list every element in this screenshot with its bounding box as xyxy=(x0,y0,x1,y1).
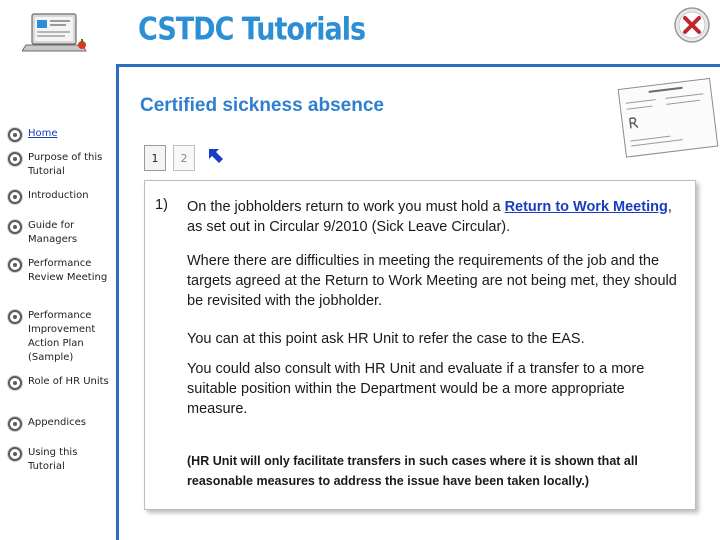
sidebar-divider xyxy=(116,64,119,540)
sidebar-item-label: Purpose of this Tutorial xyxy=(28,152,103,177)
header xyxy=(0,0,720,66)
sidebar-item-performance-review[interactable] xyxy=(8,257,112,285)
app-title: CSTDC Tutorials xyxy=(138,12,366,48)
sidebar-item-label: Guide for Managers xyxy=(28,220,78,245)
sidebar-item-action-plan[interactable] xyxy=(8,309,112,365)
sidebar-item-label: Performance Improvement Action Plan (Sample) xyxy=(28,310,96,363)
page-title: Certified sickness absence xyxy=(140,95,384,116)
paragraph-hr-note: (HR Unit will only facilitate transfers in such cases where it is shown that all reasonable measures to address the issue have been taken locally.) xyxy=(187,454,638,488)
nav-bullet-icon xyxy=(8,128,22,142)
nav-bullet-icon xyxy=(8,310,22,324)
nav-bullet-icon xyxy=(8,417,22,431)
close-icon[interactable] xyxy=(673,6,711,44)
sidebar-item-introduction[interactable] xyxy=(8,189,112,204)
sidebar-item-purpose[interactable] xyxy=(8,151,112,179)
nav-bullet-icon xyxy=(8,376,22,390)
sidebar-item-label: Home xyxy=(28,128,58,139)
item-number: 1) xyxy=(155,197,168,213)
sidebar-item-hr-units[interactable] xyxy=(8,375,112,390)
sidebar-item-label: Introduction xyxy=(28,190,89,201)
nav-bullet-icon xyxy=(8,152,22,166)
content-panel xyxy=(144,180,696,510)
sidebar-item-using-tutorial[interactable] xyxy=(8,446,112,474)
sidebar-item-appendices[interactable] xyxy=(8,416,112,431)
sidebar-item-label: Appendices xyxy=(28,417,87,428)
nav-bullet-icon xyxy=(8,190,22,204)
sidebar-item-label: Using this Tutorial xyxy=(28,447,78,472)
medical-certificate-image xyxy=(612,74,720,162)
paragraph-transfer: You could also consult with HR Unit and evaluate if a transfer to a more suitable position within the Department would be a more appropriate measure. xyxy=(187,361,645,417)
return-to-work-meeting-link[interactable]: Return to Work Meeting xyxy=(504,199,668,215)
sidebar-item-home[interactable] xyxy=(8,127,112,142)
nav-bullet-icon xyxy=(8,258,22,272)
sidebar-item-label: Role of HR Units xyxy=(28,376,109,387)
nav-bullet-icon xyxy=(8,447,22,461)
nav-bullet-icon xyxy=(8,220,22,234)
paragraph-eas: You can at this point ask HR Unit to refer the case to the EAS. xyxy=(187,331,585,347)
paragraph-difficulties: Where there are difficulties in meeting the requirements of the job and the targets agreed at the Return to Work Meeting are not being met, they should be revisited with the jobholder. xyxy=(187,253,677,309)
paragraph-return-to-work: On the jobholders return to work you must hold a Return to Work Meeting, as set out in Circular 9/2010 (Sick Leave Circular). xyxy=(187,199,672,235)
header-divider xyxy=(116,64,720,67)
laptop-icon xyxy=(22,12,92,56)
sidebar-item-guide-for-managers[interactable] xyxy=(8,219,112,247)
sidebar-item-label: Performance Review Meeting xyxy=(28,258,108,283)
page-tab-2[interactable]: 2 xyxy=(173,145,195,171)
back-arrow-icon[interactable] xyxy=(205,145,227,167)
page-tab-1[interactable]: 1 xyxy=(144,145,166,171)
